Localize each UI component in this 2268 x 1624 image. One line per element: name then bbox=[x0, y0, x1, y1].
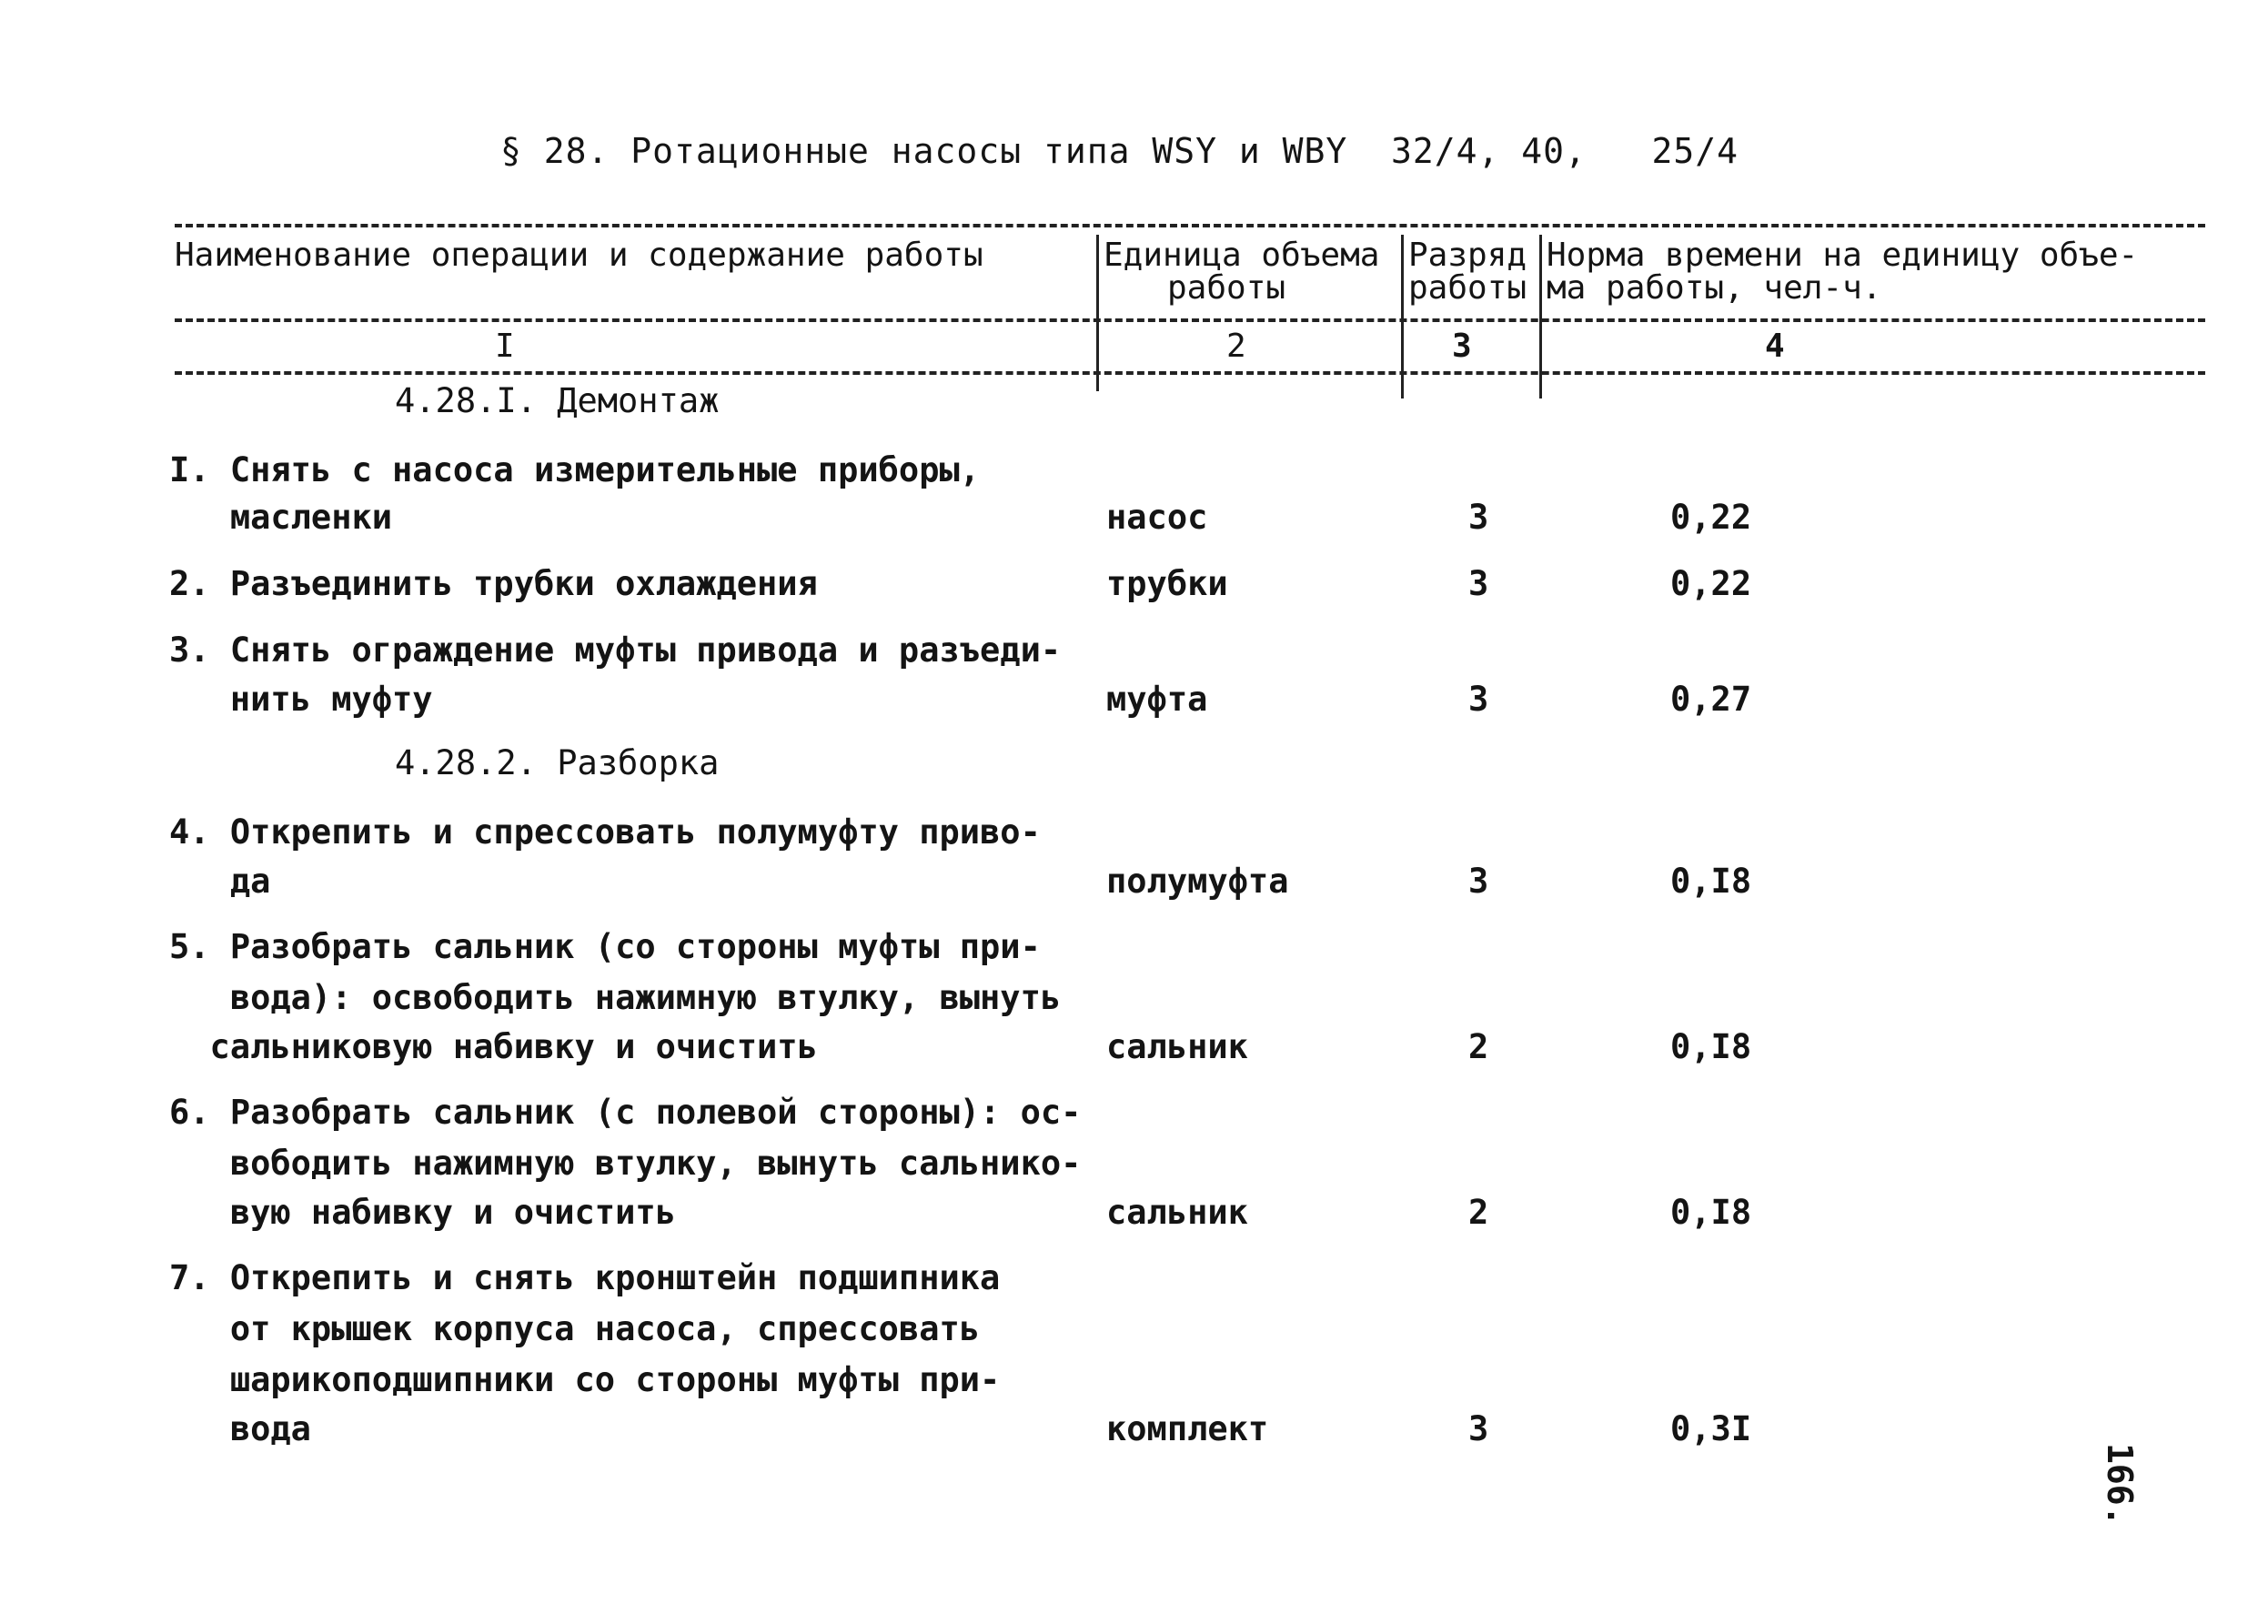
operation-5-line-1: 5. Разобрать сальник (со стороны муфты при- bbox=[169, 927, 1041, 966]
operation-5-norm: 0,I8 bbox=[1670, 1027, 1752, 1066]
header-col3-line1: Разряд bbox=[1408, 237, 1527, 274]
header-col4-line1: Норма времени на единицу объе- bbox=[1547, 237, 2139, 274]
operation-1-line-2: масленки bbox=[169, 498, 393, 537]
col-separator-1 bbox=[1096, 235, 1099, 391]
operation-7-line-1: 7. Открепить и снять кронштейн подшипника bbox=[169, 1258, 1001, 1297]
operation-2-line-1: 2. Разъединить трубки охлаждения bbox=[169, 564, 818, 603]
header-col4-line2: ма работы, чел-ч. bbox=[1547, 269, 1882, 307]
operation-1-grade: 3 bbox=[1468, 498, 1489, 537]
section-heading-disassembly: 4.28.2. Разборка bbox=[395, 743, 720, 782]
operation-4-grade: 3 bbox=[1468, 862, 1489, 901]
operation-3-norm: 0,27 bbox=[1670, 680, 1752, 719]
operation-4-line-1: 4. Открепить и спрессовать полумуфту приво- bbox=[169, 812, 1041, 852]
column-number-4: 4 bbox=[1765, 328, 1785, 365]
operation-3-unit: муфта bbox=[1106, 680, 1208, 719]
operation-7-line-4: вода bbox=[169, 1409, 311, 1448]
operation-6-norm: 0,I8 bbox=[1670, 1193, 1752, 1232]
operation-7-line-2: от крышек корпуса насоса, спрессовать bbox=[169, 1309, 981, 1348]
operation-1-line-1: I. Снять с насоса измерительные приборы, bbox=[169, 450, 981, 489]
col-separator-2 bbox=[1401, 235, 1404, 398]
operation-7-norm: 0,3I bbox=[1670, 1409, 1752, 1448]
operation-5-unit: сальник bbox=[1106, 1027, 1248, 1066]
operation-7-line-3: шарикоподшипники со стороны муфты при- bbox=[169, 1360, 1001, 1399]
operation-5-line-2: вода): освободить нажимную втулку, вынуть bbox=[169, 978, 1062, 1017]
header-col2-line2: работы bbox=[1167, 269, 1286, 307]
column-number-3: 3 bbox=[1452, 328, 1472, 365]
operation-7-grade: 3 bbox=[1468, 1409, 1489, 1448]
column-number-2: 2 bbox=[1226, 328, 1246, 365]
operation-6-unit: сальник bbox=[1106, 1193, 1248, 1232]
operation-2-unit: трубки bbox=[1106, 564, 1228, 603]
operation-3-grade: 3 bbox=[1468, 680, 1489, 719]
operation-2-grade: 3 bbox=[1468, 564, 1489, 603]
header-col2-line1: Единица объема bbox=[1104, 237, 1380, 274]
operation-5-line-3: сальниковую набивку и очистить bbox=[169, 1027, 818, 1066]
operation-7-unit: комплект bbox=[1106, 1409, 1269, 1448]
operation-2-norm: 0,22 bbox=[1670, 564, 1752, 603]
operation-6-grade: 2 bbox=[1468, 1193, 1489, 1232]
col-separator-3 bbox=[1539, 235, 1542, 398]
section-title: § 28. Ротационные насосы типа WSY и WBY 32/4, 40, 25/4 bbox=[500, 131, 1739, 171]
operation-1-norm: 0,22 bbox=[1670, 498, 1752, 537]
operation-3-line-1: 3. Снять ограждение муфты привода и разъеди- bbox=[169, 630, 1062, 670]
operation-3-line-2: нить муфту bbox=[169, 680, 433, 719]
operation-1-unit: насос bbox=[1106, 498, 1208, 537]
operation-6-line-1: 6. Разобрать сальник (с полевой стороны): ос- bbox=[169, 1093, 1082, 1132]
header-top-rule bbox=[175, 224, 2205, 227]
page-number: 166. bbox=[2100, 1443, 2140, 1527]
header-col3-line2: работы bbox=[1408, 269, 1527, 307]
section-heading-dismantling: 4.28.I. Демонтаж bbox=[395, 381, 720, 420]
column-number-1: I bbox=[495, 328, 515, 365]
operation-6-line-2: вободить нажимную втулку, вынуть сальнико- bbox=[169, 1144, 1082, 1183]
operation-4-norm: 0,I8 bbox=[1670, 862, 1752, 901]
operation-5-grade: 2 bbox=[1468, 1027, 1489, 1066]
operation-4-line-2: да bbox=[169, 862, 271, 901]
header-middle-rule bbox=[175, 318, 2205, 322]
operation-6-line-3: вую набивку и очистить bbox=[169, 1193, 676, 1232]
operation-4-unit: полумуфта bbox=[1106, 862, 1289, 901]
header-col1: Наименование операции и содержание работы bbox=[175, 237, 983, 274]
